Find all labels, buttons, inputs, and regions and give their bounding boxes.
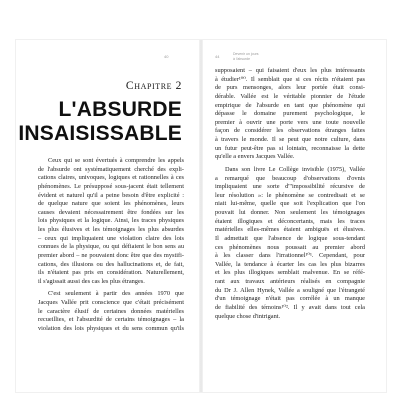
text-line: d'un témoignage n'était pas corrélée à un manque bbox=[215, 295, 365, 303]
text-line: premier à ouvrir une porte vers une toute nouvelle bbox=[215, 118, 365, 126]
paragraph bbox=[215, 67, 365, 162]
text-line: a remarqué que beaucoup d'observations d'ovnis bbox=[215, 174, 365, 182]
text-line: ils n'étaient pas pris en considération. Naturellement, bbox=[38, 269, 184, 277]
text-line: supposaient – qui faisaient d'eux les plus intéressants bbox=[215, 67, 365, 74]
running-header-line-2: à l'absurde bbox=[233, 56, 251, 61]
right-page-number: 44 bbox=[215, 54, 220, 59]
text-line: matérielles elles-mêmes étaient ambiguës et élusives. bbox=[215, 226, 365, 234]
text-line: ces phénomènes nous poussait au premier abord bbox=[215, 243, 365, 251]
running-header bbox=[233, 52, 258, 61]
chapter-title-line-1: L'ABSURDE bbox=[58, 98, 182, 121]
text-line: Il admettait que l'absence de logique sous-tendant bbox=[215, 234, 365, 242]
text-line: premier abord – ne pouvaient donc être que des mystifi- bbox=[38, 251, 184, 259]
text-line: rant aux travaux antérieurs réalisés en compagnie bbox=[215, 278, 365, 285]
text-line: un futur peut-être pas si lointain, reconnaisse la dette bbox=[215, 144, 365, 152]
text-line: C'est seulement à partir des années 1970 que bbox=[48, 290, 184, 298]
left-page bbox=[16, 40, 201, 392]
text-line: à travers le monde. Il se peut que notre culture, dans bbox=[215, 136, 365, 143]
text-line: du Dr J. Allen Hynek, Vallée a souligné que l'étrangeté bbox=[215, 286, 365, 294]
chapter-title bbox=[16, 98, 182, 146]
text-line: Ceux qui se sont évertués à comprendre les appels bbox=[48, 157, 184, 164]
text-line: Jacques Vallée prit conscience que c'était précisément bbox=[38, 299, 184, 306]
text-line: dérable. Vallée est le véritable pionnier de l'étude bbox=[215, 92, 365, 100]
text-line: impliquaient une sorte d'"impossibilité récursive de bbox=[215, 183, 365, 191]
text-line: Dans son livre Le Collège invisible (1975), Vallée bbox=[225, 165, 365, 173]
paragraph bbox=[38, 290, 184, 333]
text-line: phénomènes. Le présupposé sous-jacent était tellement bbox=[38, 182, 184, 190]
text-line: violation des lois physiques et du sens commun qu'ils bbox=[38, 324, 184, 332]
text-line: Vallée, la tendance à écarter les cas les plus bizarres bbox=[215, 260, 365, 268]
text-line: de fiabilité des témoins¹⁰². Il y avait dans tout cela bbox=[215, 303, 365, 311]
text-line: de quelque nature que soient les phénomènes, leurs bbox=[38, 200, 184, 208]
text-line: de l'absurde ont systématiquement cherché des expli- bbox=[38, 165, 184, 173]
text-line: cations claires, univoques, logiques et rationnelles à ces bbox=[38, 174, 184, 182]
text-line: à étudier¹⁰⁰. Il semblait que si ces récits n'étaient pas bbox=[215, 75, 365, 83]
paragraph bbox=[215, 166, 365, 321]
text-line: empirique de l'absurde en tant que phénomène qui bbox=[215, 101, 365, 109]
text-line: niait lui-même, quelle que soit l'explication que l'on bbox=[215, 200, 365, 208]
text-line: il s'agissait aussi des cas les plus étranges. bbox=[38, 277, 145, 285]
text-line: évident et naturel qu'il a peine besoin d'être explicité : bbox=[38, 191, 184, 199]
left-page-body bbox=[38, 157, 184, 334]
text-line: leur résolution »: le phénomène se contredisait et se bbox=[215, 191, 365, 199]
text-line: recueillies, et l'absurdité de certains témoignages – la bbox=[38, 316, 184, 324]
text-line: quelque chose d'intrigant. bbox=[215, 312, 281, 320]
right-page-body bbox=[215, 67, 365, 321]
text-line: les plus élusives et les témoignages les plus absurdes bbox=[38, 226, 184, 233]
text-line: lois physiques et la logique. Ainsi, les traces physiques bbox=[38, 217, 184, 225]
right-page bbox=[201, 40, 386, 392]
text-line: façon de considérer les observations étranges faites bbox=[215, 127, 365, 135]
text-line: qu'elle a envers Jacques Vallée. bbox=[215, 153, 295, 161]
text-line: dépasse le domaine purement psychologique, le bbox=[215, 110, 365, 118]
book-spread bbox=[16, 40, 386, 392]
text-line: – ceux qui impliquaient une violation claire des lois bbox=[38, 234, 184, 242]
text-line: cations, des illusions ou des hallucinations et, de fait, bbox=[38, 260, 184, 268]
left-page-number: 40 bbox=[164, 54, 169, 59]
text-line: à les classer dans l'irrationnel¹⁰¹. Cependant, pour bbox=[215, 252, 365, 260]
text-line: connues de la physique, ou qui défiaient le bon sens au bbox=[38, 243, 184, 251]
paragraph bbox=[38, 157, 184, 286]
text-line: pouvait lui donner. Non seulement les témoignages bbox=[215, 209, 365, 216]
text-line: et les plus illogiques semblait malvenue. En se réfé- bbox=[215, 269, 365, 277]
running-header-line-1: Devenir un jours bbox=[233, 52, 259, 56]
text-line: de purs mensonges, alors leur portée était consi- bbox=[215, 84, 365, 92]
chapter-title-line-2: INSAISISSABLE bbox=[18, 122, 182, 145]
text-line: le caractère élusif de certaines données matérielles bbox=[38, 307, 184, 315]
text-line: étaient illogiques et déconcertants, mais les traces bbox=[215, 217, 365, 225]
chapter-label: Chapitre 2 bbox=[125, 80, 182, 92]
text-line: causes devaient nécessairement être fondées sur les bbox=[38, 208, 184, 216]
